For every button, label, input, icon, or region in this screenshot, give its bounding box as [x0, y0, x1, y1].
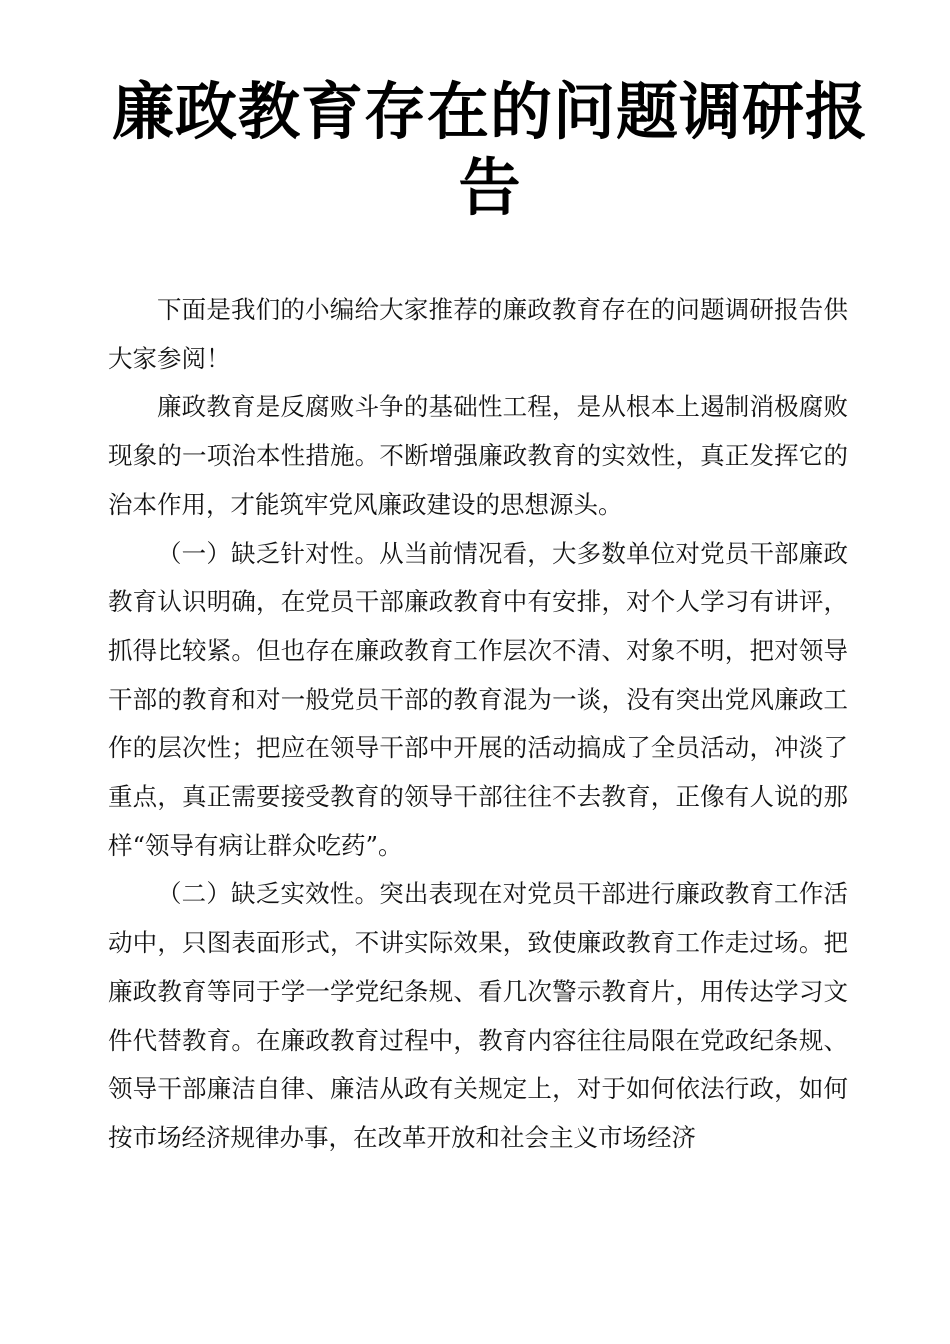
paragraph-section-2: （二）缺乏实效性。突出表现在对党员干部进行廉政教育工作活动中，只图表面形式，不讲实际效果，致使廉政教育工作走过场。把廉政教育等同于学一学党纪条规、看几次警示教育片，用传达学习文件代替教育。在廉政教育过程中，教育内容往往局限在党政纪条规、领导干部廉洁自律、廉洁从政有关规定上，对于如何依法行政，如何按市场经济规律办事，在改革开放和社会主义市场经济 [108, 879, 848, 1152]
paragraph-section-1: （一）缺乏针对性。从当前情况看，大多数单位对党员干部廉政教育认识明确，在党员干部廉政教育中有安排，对个人学习有讲评，抓得比较紧。但也存在廉政教育工作层次不清、对象不明，把对领导干部的教育和对一般党员干部的教育混为一谈，没有突出党风廉政工作的层次性；把应在领导干部中开展的活动搞成了全员活动，冲淡了重点，真正需要接受教育的领导干部往往不去教育，正像有人说的那样“领导有病让群众吃药”。 [108, 538, 848, 860]
paragraph-overview: 廉政教育是反腐败斗争的基础性工程，是从根本上遏制消极腐败现象的一项治本性措施。不断增强廉政教育的实效性，真正发挥它的治本作用，才能筑牢党风廉政建设的思想源头。 [108, 392, 848, 519]
paragraph-intro: 下面是我们的小编给大家推荐的廉政教育存在的问题调研报告供大家参阅！ [108, 295, 848, 373]
document-title: 廉政教育存在的问题调研报告 [111, 75, 868, 224]
document-body [108, 286, 848, 1163]
